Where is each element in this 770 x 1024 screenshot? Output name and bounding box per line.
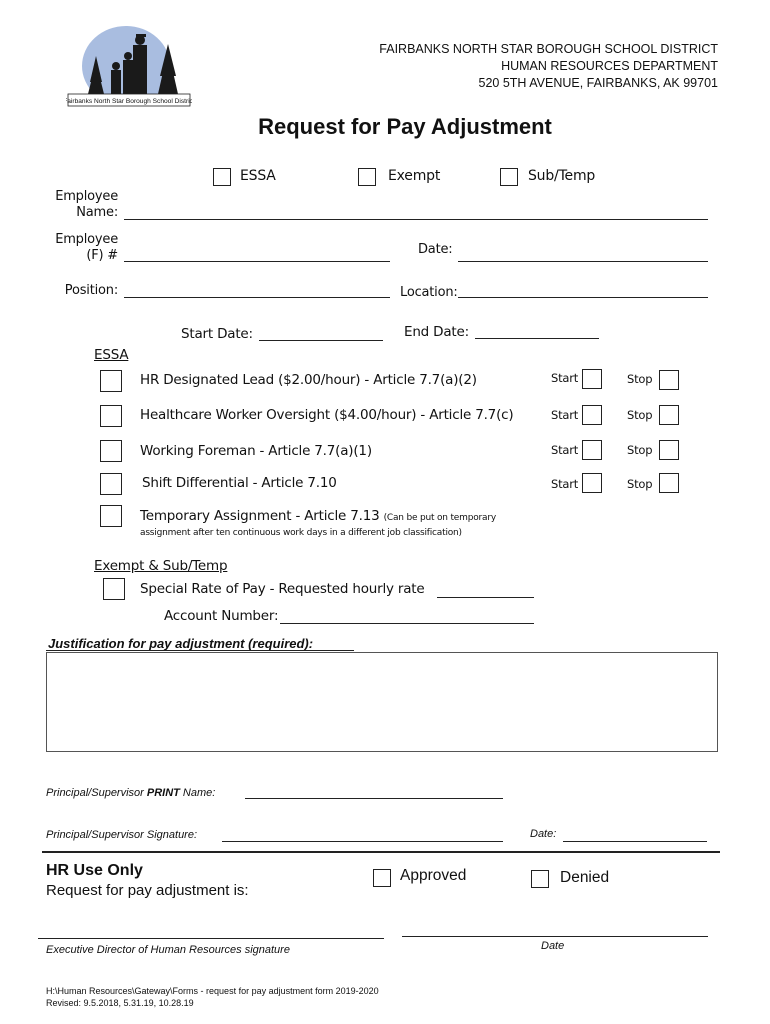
- exempt-type-label: Exempt: [388, 168, 441, 184]
- header-department: HUMAN RESOURCES DEPARTMENT: [501, 59, 718, 73]
- hr-use-heading: HR Use Only: [46, 862, 143, 879]
- hr-lead-start-label: Start: [551, 371, 579, 385]
- exec-signature-label: Executive Director of Human Resources signature: [46, 944, 290, 956]
- special-rate-checkbox[interactable]: [103, 578, 125, 600]
- denied-checkbox[interactable]: [531, 870, 549, 888]
- supervisor-print-label: Principal/Supervisor PRINT Name:: [46, 787, 216, 799]
- shift-differential-checkbox[interactable]: [100, 473, 122, 495]
- logo-caption: Fairbanks North Star Borough School District: [66, 98, 192, 105]
- exec-date-field[interactable]: [402, 936, 708, 937]
- shift-stop-checkbox[interactable]: [659, 473, 679, 493]
- temporary-assignment-label: Temporary Assignment - Article 7.13 (Can be put on temporary: [140, 508, 496, 524]
- hr-lead-start-checkbox[interactable]: [582, 369, 602, 389]
- temporary-assignment-note: assignment after ten continuous work days in a different job classification): [140, 528, 462, 538]
- start-date-field[interactable]: [259, 340, 383, 341]
- form-title: Request for Pay Adjustment: [258, 114, 552, 139]
- start-date-label: Start Date:: [181, 326, 253, 342]
- approved-checkbox[interactable]: [373, 869, 391, 887]
- exempt-type-checkbox[interactable]: [358, 168, 376, 186]
- healthcare-oversight-label: Healthcare Worker Oversight ($4.00/hour) - Article 7.7(c): [140, 407, 514, 423]
- essa-type-label: ESSA: [240, 168, 276, 184]
- supervisor-date-label: Date:: [530, 828, 557, 840]
- footer-revised: Revised: 9.5.2018, 5.31.19, 10.28.19: [46, 998, 194, 1008]
- date-field[interactable]: [458, 261, 708, 262]
- hr-lead-stop-label: Stop: [627, 372, 653, 386]
- account-number-field[interactable]: [280, 623, 534, 624]
- exec-date-label: Date: [541, 940, 565, 952]
- hr-lead-stop-checkbox[interactable]: [659, 370, 679, 390]
- subtemp-type-checkbox[interactable]: [500, 168, 518, 186]
- hr-lead-label: HR Designated Lead ($2.00/hour) - Article 7.7(a)(2): [140, 372, 477, 388]
- employee-f-label: Employee (F) #: [55, 232, 118, 263]
- position-label: Position:: [64, 283, 118, 298]
- employee-f-field[interactable]: [124, 261, 390, 262]
- healthcare-stop-label: Stop: [627, 408, 653, 422]
- essa-heading: ESSA: [94, 347, 129, 363]
- location-field[interactable]: [458, 297, 708, 298]
- foreman-stop-label: Stop: [627, 443, 653, 457]
- position-field[interactable]: [124, 297, 390, 298]
- supervisor-date-field[interactable]: [563, 841, 707, 842]
- foreman-start-checkbox[interactable]: [582, 440, 602, 460]
- justification-textarea[interactable]: [46, 652, 718, 752]
- justification-label: Justification for pay adjustment (required):: [48, 636, 314, 651]
- shift-differential-label: Shift Differential - Article 7.10: [142, 475, 337, 491]
- hr-lead-checkbox[interactable]: [100, 370, 122, 392]
- hr-section-divider: [42, 851, 720, 853]
- location-label: Location:: [400, 285, 458, 300]
- date-label: Date:: [418, 242, 453, 257]
- account-number-label: Account Number:: [164, 608, 279, 624]
- hourly-rate-field[interactable]: [437, 597, 534, 598]
- healthcare-oversight-checkbox[interactable]: [100, 405, 122, 427]
- exec-signature-field[interactable]: [38, 938, 384, 939]
- essa-type-checkbox[interactable]: [213, 168, 231, 186]
- temporary-assignment-checkbox[interactable]: [100, 505, 122, 527]
- foreman-start-label: Start: [551, 443, 579, 457]
- supervisor-signature-field[interactable]: [222, 841, 503, 842]
- justification-underline: [46, 650, 354, 651]
- healthcare-start-label: Start: [551, 408, 579, 422]
- header-district: FAIRBANKS NORTH STAR BOROUGH SCHOOL DISTRICT: [379, 42, 718, 56]
- footer-path: H:\Human Resources\Gateway\Forms - request for pay adjustment form 2019-2020: [46, 986, 379, 996]
- employee-name-field[interactable]: [124, 219, 708, 220]
- working-foreman-label: Working Foreman - Article 7.7(a)(1): [140, 443, 372, 459]
- healthcare-stop-checkbox[interactable]: [659, 405, 679, 425]
- special-rate-label: Special Rate of Pay - Requested hourly rate: [140, 581, 425, 597]
- approved-label: Approved: [400, 867, 467, 884]
- denied-label: Denied: [560, 869, 610, 886]
- shift-stop-label: Stop: [627, 477, 653, 491]
- foreman-stop-checkbox[interactable]: [659, 440, 679, 460]
- supervisor-print-field[interactable]: [245, 798, 503, 799]
- exempt-heading: Exempt & Sub/Temp: [94, 558, 228, 574]
- shift-start-label: Start: [551, 477, 579, 491]
- employee-name-label: Employee Name:: [55, 189, 118, 220]
- end-date-field[interactable]: [475, 338, 599, 339]
- healthcare-start-checkbox[interactable]: [582, 405, 602, 425]
- district-logo: [66, 26, 192, 108]
- working-foreman-checkbox[interactable]: [100, 440, 122, 462]
- supervisor-signature-label: Principal/Supervisor Signature:: [46, 829, 198, 841]
- header-address: 520 5TH AVENUE, FAIRBANKS, AK 99701: [478, 76, 718, 90]
- subtemp-type-label: Sub/Temp: [528, 168, 596, 184]
- hr-request-label: Request for pay adjustment is:: [46, 882, 249, 899]
- end-date-label: End Date:: [404, 324, 469, 340]
- shift-start-checkbox[interactable]: [582, 473, 602, 493]
